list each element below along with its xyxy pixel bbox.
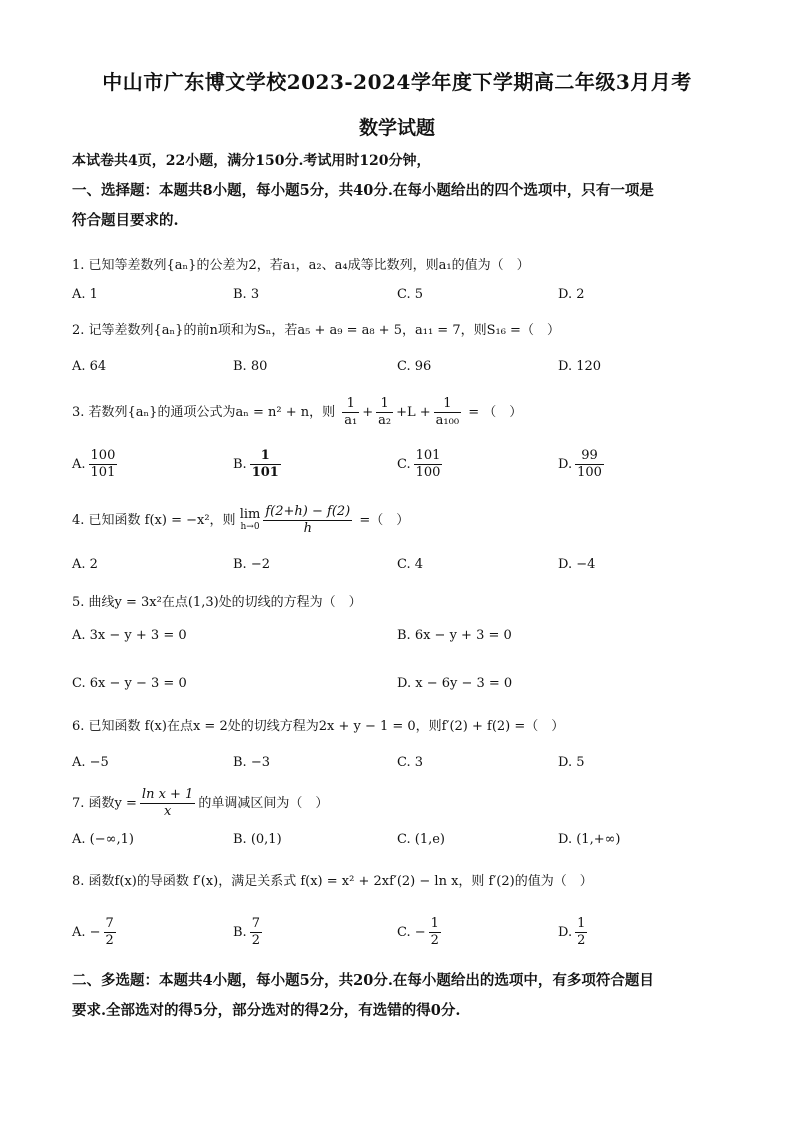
q4-lim-sub: h→0 <box>240 521 260 532</box>
q2-option-d[interactable]: D. 120 <box>558 359 602 374</box>
q5-option-c[interactable]: C. 6x − y − 3 = 0 <box>72 676 187 691</box>
q4-option-b[interactable]: B. −2 <box>233 557 270 572</box>
q6-option-d[interactable]: D. 5 <box>558 755 585 770</box>
q3-plus-1: + <box>362 405 374 420</box>
question-6-stem: 6. 已知函数 f(x)在点x = 2处的切线方程为2x + y − 1 = 0，则f′(2) + f(2) =（ ） <box>72 719 565 734</box>
q3-term-2-den: a₂ <box>378 413 392 428</box>
q6-option-b[interactable]: B. −3 <box>233 755 270 770</box>
q4-limit <box>239 506 261 533</box>
q2-option-c[interactable]: C. 96 <box>397 359 432 374</box>
q3-b-num: 1 <box>250 448 281 465</box>
q8-option-b[interactable] <box>233 916 265 949</box>
q1-option-d[interactable]: D. 2 <box>558 287 585 302</box>
section1-heading <box>72 176 724 236</box>
q7-stem-tail: 的单调减区间为（ ） <box>198 796 329 811</box>
q5-option-d[interactable]: D. x − 6y − 3 = 0 <box>397 676 513 691</box>
q3-d-den: 100 <box>577 465 602 480</box>
q6-option-c[interactable]: C. 3 <box>397 755 424 770</box>
q7-option-c[interactable]: C. (1,e) <box>397 832 445 847</box>
q3-a-den: 101 <box>90 465 116 480</box>
q3-term-3-num: 1 <box>434 396 461 413</box>
q5-option-b[interactable]: B. 6x − y + 3 = 0 <box>397 628 512 643</box>
q4-option-c[interactable]: C. 4 <box>397 557 424 572</box>
question-2-stem: 2. 记等差数列{aₙ}的前n项和为Sₙ，若a₅ + a₉ = a₈ + 5，a₁₁ = 7，则S₁₆ =（ ） <box>72 323 560 338</box>
q8-option-d[interactable] <box>558 916 590 949</box>
q3-c-num: 101 <box>415 448 441 463</box>
exam-intro: 本试卷共4页，22小题，满分150分.考试用时120分钟， <box>72 153 431 169</box>
q3-term-3-den: a₁₀₀ <box>435 413 460 428</box>
q3-option-b-label: B. <box>233 457 247 472</box>
q3-option-d-frac <box>575 448 604 481</box>
q8-option-a[interactable] <box>72 916 119 949</box>
question-5-options-row1 <box>72 628 732 652</box>
q3-option-a[interactable] <box>72 448 120 481</box>
q4-dq-num: f(2+h) − f(2) <box>265 504 351 519</box>
q3-option-b[interactable] <box>233 448 284 481</box>
q3-option-a-label: A. <box>72 457 86 472</box>
q7-frac-num: ln x + 1 <box>141 787 194 802</box>
q1-option-b[interactable]: B. 3 <box>233 287 260 302</box>
q8-d-num: 1 <box>577 916 586 931</box>
q4-stem-tail: =（ ） <box>359 513 410 528</box>
q7-frac-den: x <box>163 804 172 819</box>
q3-a-num: 100 <box>90 448 116 463</box>
q7-option-b[interactable]: B. (0,1) <box>233 832 282 847</box>
q8-a-num: 7 <box>105 916 114 931</box>
q8-option-d-label: D. <box>558 925 573 940</box>
question-8-options <box>72 916 732 956</box>
question-8-stem: 8. 函数f(x)的导函数 f′(x)，满足关系式 f(x) = x² + 2xf′(2) − ln x，则 f′(2)的值为（ ） <box>72 874 593 889</box>
section1-line1: 一、选择题：本题共8小题，每小题5分，共40分.在每小题给出的四个选项中，只有一项是 <box>72 182 654 199</box>
q4-stem-text: 4. 已知函数 f(x) = −x²，则 <box>72 513 236 528</box>
q6-option-a[interactable]: A. −5 <box>72 755 109 770</box>
section2-heading <box>72 966 724 1026</box>
q8-c-num: 1 <box>430 916 439 931</box>
section2-line2: 要求.全部选对的得5分，部分选对的得2分，有选错的得0分. <box>72 1002 461 1019</box>
question-6-options <box>72 755 732 779</box>
q4-option-d[interactable]: D. −4 <box>558 557 596 572</box>
q8-option-c-label: C. − <box>397 925 426 940</box>
q1-option-a[interactable]: A. 1 <box>72 287 98 302</box>
q3-option-c-frac <box>414 448 443 481</box>
q3-ellipsis: +L + <box>396 405 431 420</box>
q3-d-num: 99 <box>575 448 604 465</box>
q7-option-d[interactable]: D. (1,+∞) <box>558 832 621 847</box>
q3-option-c-label: C. <box>397 457 411 472</box>
q2-option-a[interactable]: A. 64 <box>72 359 107 374</box>
question-5-stem: 5. 曲线y = 3x²在点(1,3)处的切线的方程为（ ） <box>72 595 362 610</box>
q8-option-c-frac <box>429 916 441 949</box>
q3-c-den: 100 <box>415 465 441 480</box>
q8-b-num: 7 <box>251 916 260 931</box>
question-2-options <box>72 359 732 383</box>
exam-subtitle: 数学试题 <box>358 117 435 139</box>
q8-option-c[interactable] <box>397 916 444 949</box>
q8-d-den: 2 <box>577 933 586 948</box>
section1-line2: 符合题目要求的. <box>72 212 179 229</box>
q4-option-a[interactable]: A. 2 <box>72 557 98 572</box>
question-1-options <box>72 287 732 311</box>
q3-term-1-den: a₁ <box>344 413 358 428</box>
q7-option-a[interactable]: A. (−∞,1) <box>72 832 134 847</box>
q4-difference-quotient <box>263 504 352 537</box>
q8-c-den: 2 <box>430 933 439 948</box>
q3-term-1-num: 1 <box>342 396 359 413</box>
q4-dq-den: h <box>303 521 312 536</box>
q8-a-den: 2 <box>105 933 114 948</box>
q7-function-frac <box>140 787 195 820</box>
q8-option-a-label: A. − <box>72 925 101 940</box>
q3-term-3 <box>434 396 461 429</box>
q3-term-1 <box>342 396 359 429</box>
q3-stem-tail: = （ ） <box>468 405 523 420</box>
q3-term-2-num: 1 <box>376 396 393 413</box>
question-4-stem <box>72 504 732 537</box>
exam-title: 中山市广东博文学校2023-2024学年度下学期高二年级3月月考 <box>102 70 692 94</box>
question-7-stem <box>72 787 732 820</box>
q3-option-c[interactable] <box>397 448 445 481</box>
q5-option-a[interactable]: A. 3x − y + 3 = 0 <box>72 628 187 643</box>
question-4-options <box>72 557 732 581</box>
question-3-stem <box>72 396 732 429</box>
q3-stem-text: 3. 若数列{aₙ}的通项公式为aₙ = n² + n，则 <box>72 405 336 420</box>
question-7-options <box>72 832 732 856</box>
q4-lim-word: lim <box>239 506 261 522</box>
q8-option-d-frac <box>575 916 587 949</box>
q3-option-d[interactable] <box>558 448 607 481</box>
question-5-options-row2 <box>72 676 732 700</box>
section2-line1: 二、多选题：本题共4小题，每小题5分，共20分.在每小题给出的选项中，有多项符合题目 <box>72 972 654 989</box>
q8-option-a-frac <box>104 916 116 949</box>
q3-b-den: 101 <box>251 465 279 480</box>
q3-option-b-frac <box>250 448 281 481</box>
q2-option-b[interactable]: B. 80 <box>233 359 268 374</box>
q7-stem-text: 7. 函数y = <box>72 796 137 811</box>
q3-term-2 <box>376 396 393 429</box>
q3-option-d-label: D. <box>558 457 573 472</box>
q3-option-a-frac <box>89 448 118 481</box>
q8-option-b-frac <box>250 916 262 949</box>
question-1-stem: 1. 已知等差数列{aₙ}的公差为2，若a₁，a₂、a₄成等比数列，则a₁的值为（ ） <box>72 258 530 273</box>
q8-option-b-label: B. <box>233 925 247 940</box>
q8-b-den: 2 <box>251 933 260 948</box>
question-3-options <box>72 448 732 488</box>
q1-option-c[interactable]: C. 5 <box>397 287 424 302</box>
